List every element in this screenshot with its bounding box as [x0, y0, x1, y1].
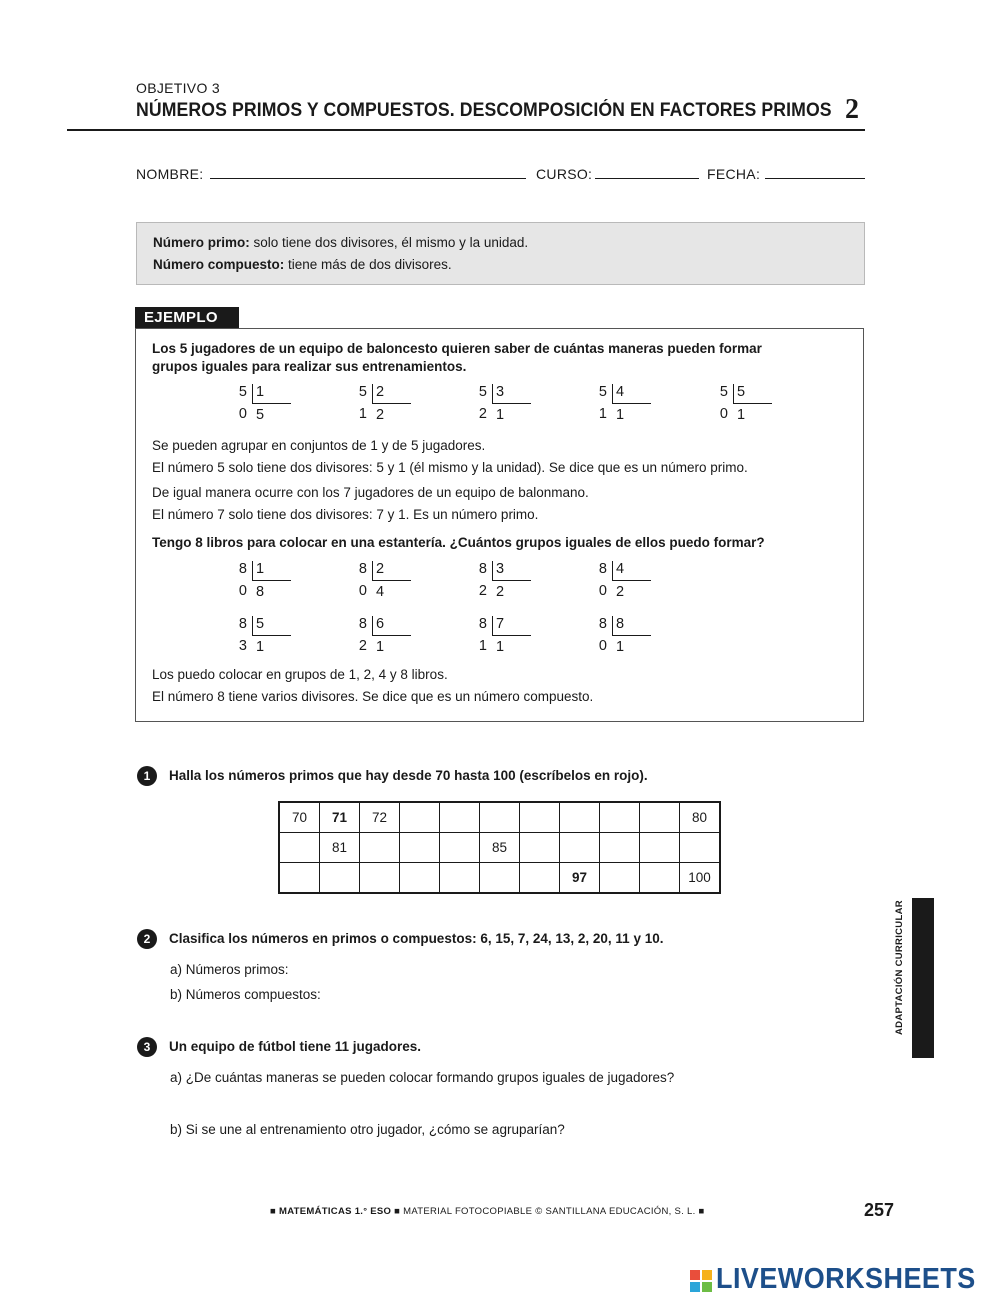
definition-compuesto: Número compuesto: tiene más de dos divisores. — [153, 257, 452, 272]
footer-book: MATEMÁTICAS 1.° ESO — [278, 1206, 392, 1217]
example-text: Los puedo colocar en grupos de 1, 2, 4 y 8 libros. — [152, 667, 448, 682]
division: 8 5 3 1 — [233, 616, 303, 660]
grid-cell[interactable] — [640, 802, 680, 833]
fecha-field[interactable] — [765, 178, 865, 179]
grid-cell[interactable] — [400, 863, 440, 894]
division: 8 3 2 2 — [473, 561, 543, 605]
example-text: El número 8 tiene varios divisores. Se dice que es un número compuesto. — [152, 689, 594, 704]
liveworksheets-icon — [690, 1270, 712, 1292]
division: 8 4 0 2 — [593, 561, 663, 605]
grid-row — [279, 833, 720, 863]
question-1-text: Halla los números primos que hay desde 70 hasta 100 (escríbelos en rojo). — [169, 768, 648, 783]
example-text: El número 5 solo tiene dos divisores: 5 y 1 (él mismo y la unidad). Se dice que es un número primo. — [152, 460, 748, 475]
grid-cell[interactable] — [600, 802, 640, 833]
grid-cell[interactable]: 85 — [480, 833, 520, 863]
question-3-text: Un equipo de fútbol tiene 11 jugadores. — [169, 1039, 422, 1054]
division: 8 2 0 4 — [353, 561, 423, 605]
grid-cell[interactable] — [520, 863, 560, 894]
example-tab: EJEMPLO — [135, 307, 239, 328]
grid-cell[interactable] — [279, 863, 320, 894]
division: 8 1 0 8 — [233, 561, 303, 605]
nombre-label: NOMBRE: — [136, 166, 204, 182]
division: 8 7 1 1 — [473, 616, 543, 660]
question-2-text: Clasifica los números en primos o compuestos: 6, 15, 7, 24, 13, 2, 20, 11 y 10. — [169, 931, 664, 946]
example-problem2: Tengo 8 libros para colocar en una estantería. ¿Cuántos grupos iguales de ellos puedo formar? — [152, 535, 765, 550]
grid-cell[interactable] — [440, 833, 480, 863]
liveworksheets-wordmark: LIVEWORKSHEETS — [716, 1263, 976, 1295]
side-bar — [912, 898, 934, 1058]
page-number: 257 — [864, 1200, 895, 1220]
example-text: El número 7 solo tiene dos divisores: 7 y 1. Es un número primo. — [152, 507, 539, 522]
footer-rights: MATERIAL FOTOCOPIABLE © SANTILLANA EDUCACIÓN, S. L. — [403, 1206, 696, 1217]
question-2a: a) Números primos: — [170, 962, 289, 977]
grid-cell[interactable]: 97 — [560, 863, 600, 894]
division: 8 6 2 1 — [353, 616, 423, 660]
grid-cell[interactable] — [360, 863, 400, 894]
grid-cell[interactable] — [440, 863, 480, 894]
grid-cell[interactable] — [640, 863, 680, 894]
question-3-number: 3 — [137, 1037, 157, 1057]
definition-primo: Número primo: solo tiene dos divisores, él mismo y la unidad. — [153, 235, 529, 250]
question-2b: b) Números compuestos: — [170, 987, 321, 1002]
grid-cell[interactable] — [400, 802, 440, 833]
nombre-field[interactable] — [210, 178, 526, 179]
grid-cell[interactable] — [600, 863, 640, 894]
fecha-label: FECHA: — [707, 166, 761, 182]
example-text: Se pueden agrupar en conjuntos de 1 y de 5 jugadores. — [152, 438, 486, 453]
question-3b: b) Si se une al entrenamiento otro jugador, ¿cómo se agruparían? — [170, 1122, 565, 1137]
definitions-box — [136, 222, 865, 285]
objective-label: OBJETIVO 3 — [136, 80, 220, 96]
numbers-grid — [278, 801, 721, 894]
grid-cell[interactable] — [560, 802, 600, 833]
division: 5 4 1 1 — [593, 384, 663, 428]
question-3a: a) ¿De cuántas maneras se pueden colocar formando grupos iguales de jugadores? — [170, 1070, 675, 1085]
division: 5 2 1 2 — [353, 384, 423, 428]
division: 8 8 0 1 — [593, 616, 663, 660]
division: 5 3 2 1 — [473, 384, 543, 428]
footer: ■ MATEMÁTICAS 1.° ESO ■ MATERIAL FOTOCOPIABLE © SANTILLANA EDUCACIÓN, S. L. ■ — [270, 1206, 705, 1217]
liveworksheets-logo[interactable] — [690, 1263, 990, 1296]
grid-cell[interactable] — [640, 833, 680, 863]
grid-cell[interactable] — [400, 833, 440, 863]
grid-cell[interactable] — [480, 802, 520, 833]
grid-cell[interactable] — [279, 833, 320, 863]
grid-cell[interactable]: 70 — [279, 802, 320, 833]
example-problem1-line1: Los 5 jugadores de un equipo de baloncesto quieren saber de cuántas maneras pueden formar — [152, 341, 762, 356]
example-text: De igual manera ocurre con los 7 jugadores de un equipo de balonmano. — [152, 485, 589, 500]
grid-cell[interactable] — [600, 833, 640, 863]
grid-cell[interactable] — [560, 833, 600, 863]
curso-field[interactable] — [595, 178, 699, 179]
grid-cell[interactable] — [680, 833, 721, 863]
grid-row — [279, 802, 720, 833]
title-divider — [67, 129, 865, 131]
grid-cell[interactable] — [520, 833, 560, 863]
grid-cell[interactable] — [360, 833, 400, 863]
grid-cell[interactable]: 71 — [320, 802, 360, 833]
side-label: ADAPTACIÓN CURRICULAR — [894, 900, 905, 1035]
grid-cell[interactable]: 72 — [360, 802, 400, 833]
grid-cell[interactable] — [320, 863, 360, 894]
page-title: NÚMEROS PRIMOS Y COMPUESTOS. DESCOMPOSICIÓN EN FACTORES PRIMOS — [136, 100, 832, 121]
grid-cell[interactable]: 100 — [680, 863, 721, 894]
division: 5 1 0 5 — [233, 384, 303, 428]
grid-cell[interactable] — [520, 802, 560, 833]
grid-cell[interactable]: 80 — [680, 802, 721, 833]
grid-cell[interactable]: 81 — [320, 833, 360, 863]
grid-cell[interactable] — [440, 802, 480, 833]
question-2-number: 2 — [137, 929, 157, 949]
grid-row — [279, 863, 720, 894]
unit-number: 2 — [845, 94, 859, 125]
question-1-number: 1 — [137, 766, 157, 786]
grid-cell[interactable] — [480, 863, 520, 894]
division: 5 5 0 1 — [714, 384, 784, 428]
curso-label: CURSO: — [536, 166, 593, 182]
example-problem1-line2: grupos iguales para realizar sus entrenamientos. — [152, 359, 467, 374]
